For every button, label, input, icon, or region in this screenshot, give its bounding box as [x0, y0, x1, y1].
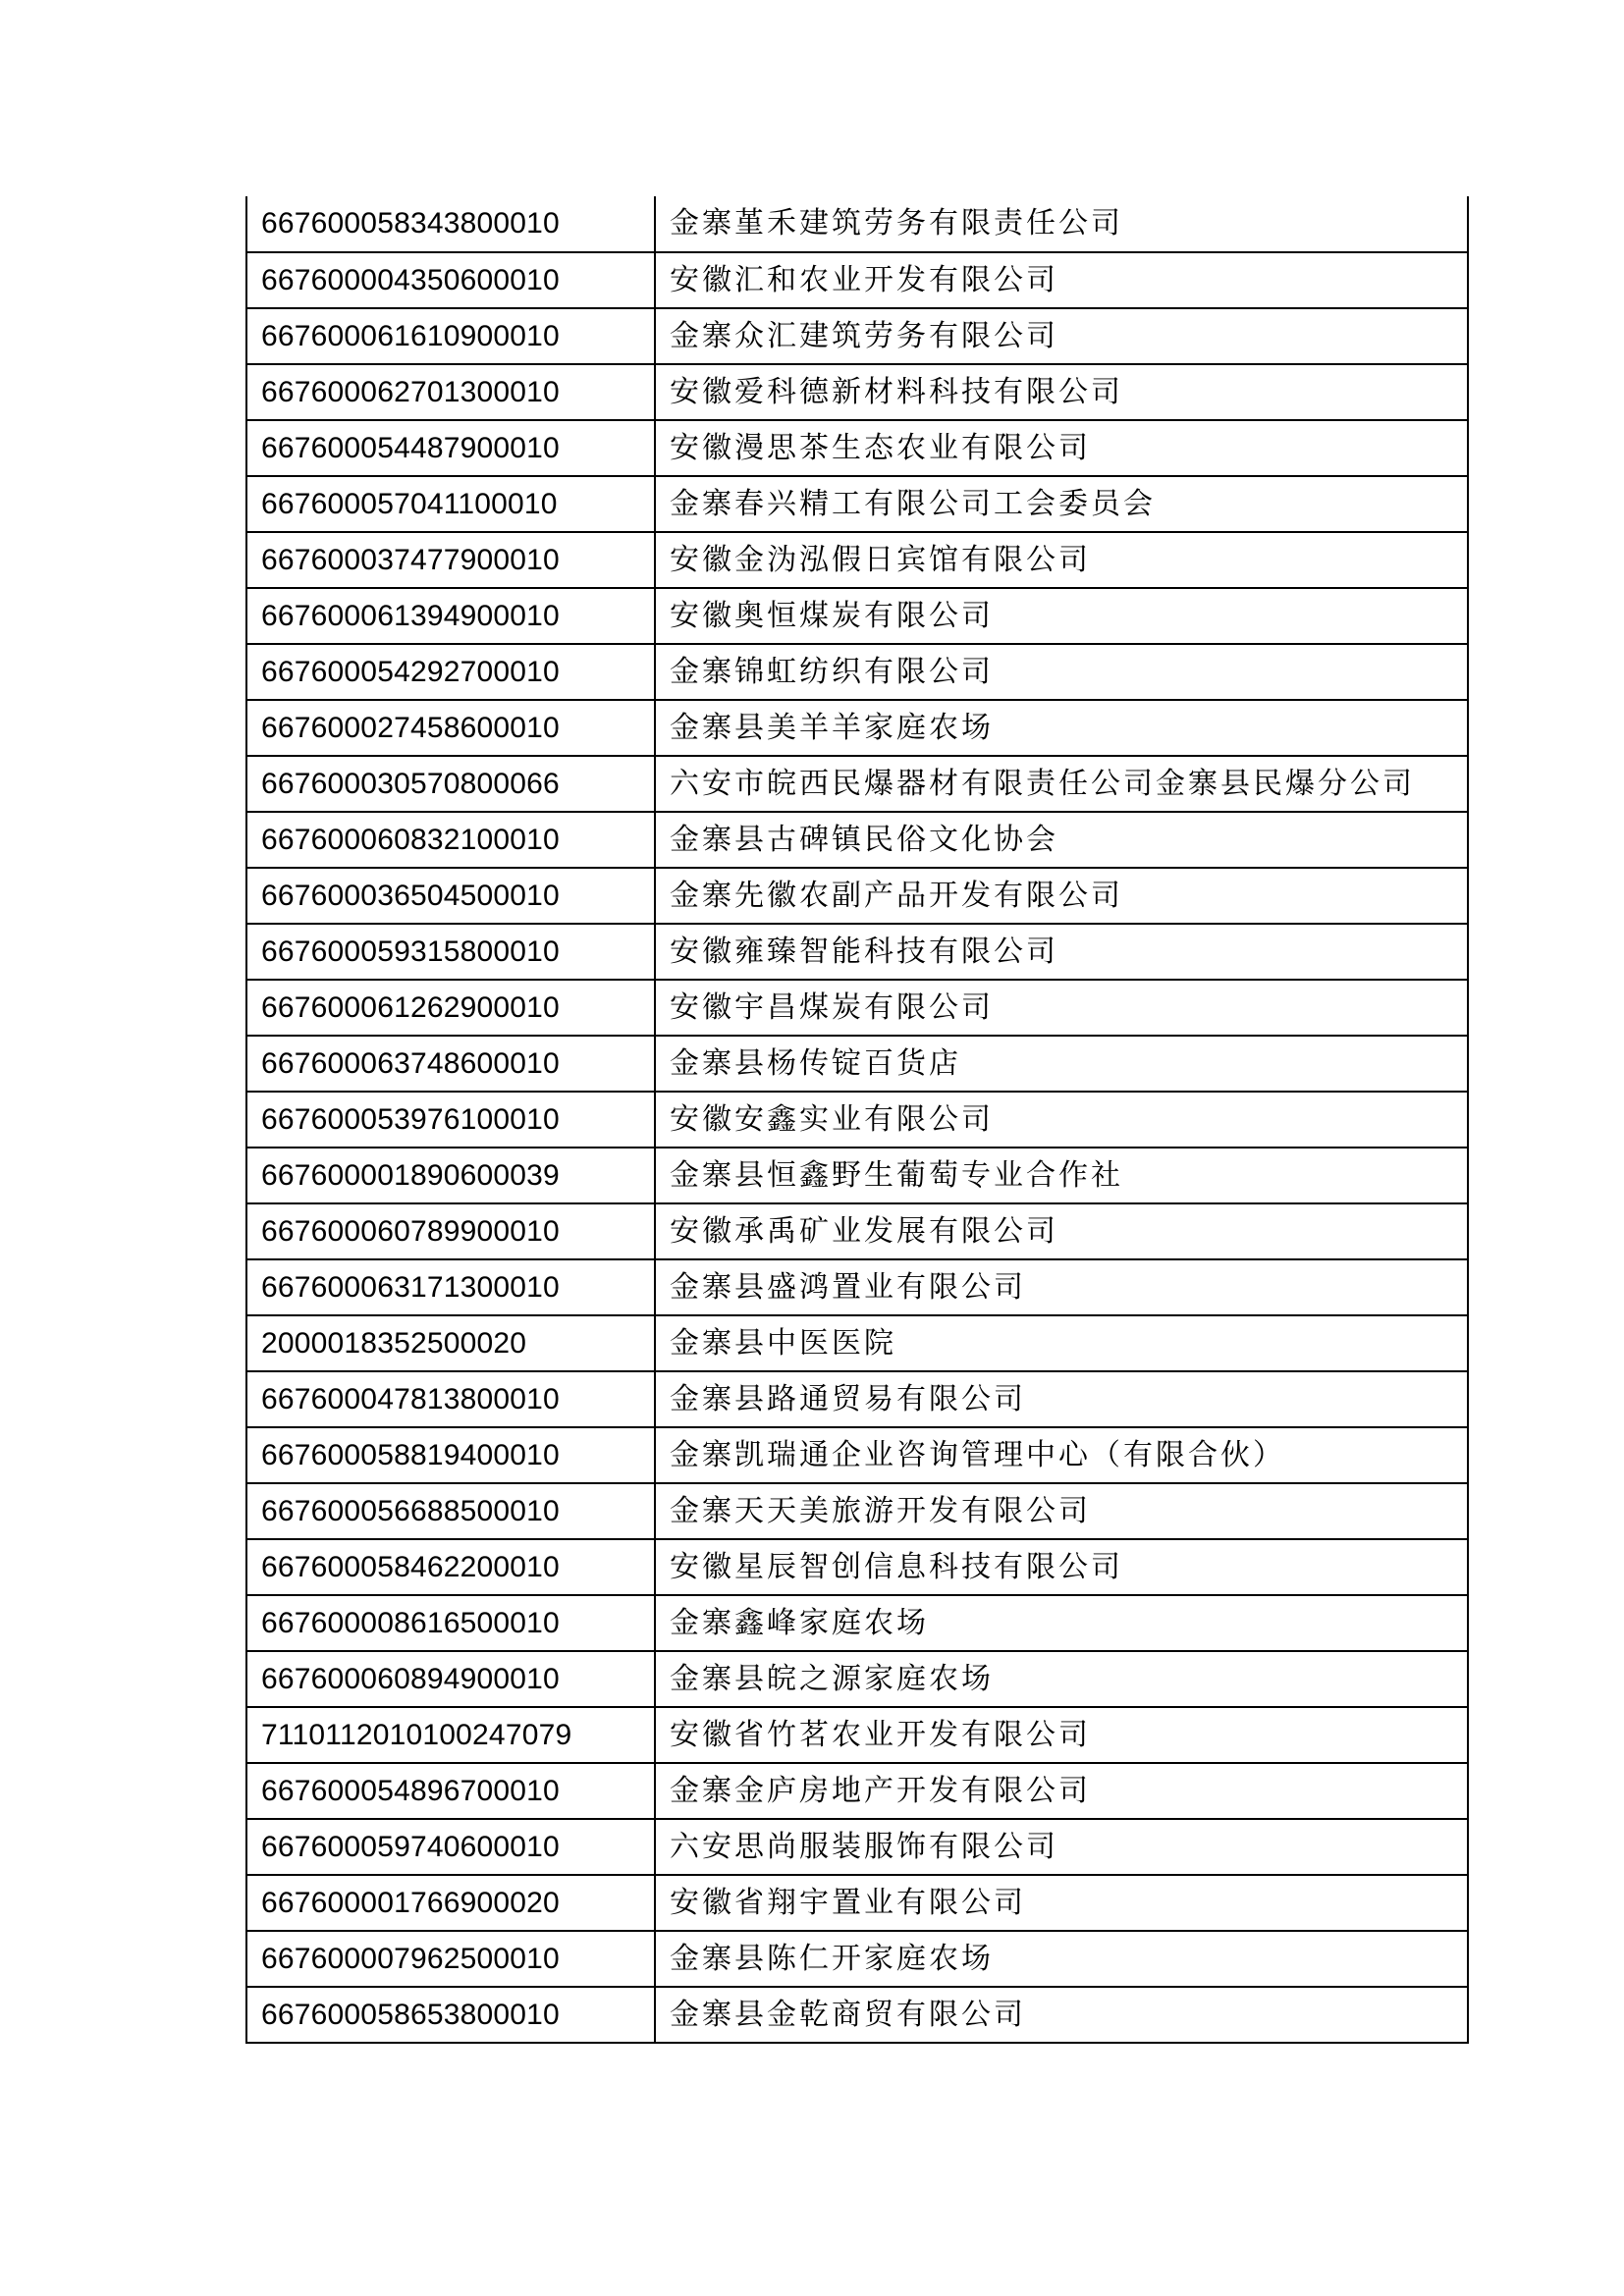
organization-name-cell: 安徽漫思茶生态农业有限公司 [655, 420, 1468, 476]
organization-name-cell: 安徽雍臻智能科技有限公司 [655, 924, 1468, 980]
account-code-cell: 667600058819400010 [246, 1427, 655, 1483]
table-row [246, 1539, 1468, 1595]
organization-name-cell: 金寨锦虹纺织有限公司 [655, 644, 1468, 700]
organization-name-cell: 六安市皖西民爆器材有限责任公司金寨县民爆分公司 [655, 756, 1468, 812]
account-code-cell: 667600054292700010 [246, 644, 655, 700]
account-code-cell: 667600001766900020 [246, 1875, 655, 1931]
organization-name-cell: 金寨天天美旅游开发有限公司 [655, 1483, 1468, 1539]
account-code-cell: 667600027458600010 [246, 700, 655, 756]
organization-name-cell: 安徽省翔宇置业有限公司 [655, 1875, 1468, 1931]
registry-table-body [246, 196, 1468, 2043]
table-row [246, 1483, 1468, 1539]
account-code-cell: 667600054487900010 [246, 420, 655, 476]
account-code-cell: 667600057041100010 [246, 476, 655, 532]
account-code-cell: 2000018352500020 [246, 1315, 655, 1371]
table-row [246, 1931, 1468, 1987]
account-code-cell: 667600056688500010 [246, 1483, 655, 1539]
account-code-cell: 667600030570800066 [246, 756, 655, 812]
table-row [246, 476, 1468, 532]
organization-name-cell: 金寨县古碑镇民俗文化协会 [655, 812, 1468, 868]
table-row [246, 1371, 1468, 1427]
organization-name-cell: 金寨众汇建筑劳务有限公司 [655, 308, 1468, 364]
organization-name-cell: 安徽金沩泓假日宾馆有限公司 [655, 532, 1468, 588]
account-code-cell: 667600060894900010 [246, 1651, 655, 1707]
organization-name-cell: 安徽爱科德新材料科技有限公司 [655, 364, 1468, 420]
organization-name-cell: 金寨县杨传锭百货店 [655, 1036, 1468, 1092]
account-code-cell: 667600037477900010 [246, 532, 655, 588]
organization-name-cell: 金寨县中医医院 [655, 1315, 1468, 1371]
registry-table [245, 196, 1469, 2044]
table-row [246, 700, 1468, 756]
organization-name-cell: 金寨鑫峰家庭农场 [655, 1595, 1468, 1651]
table-row [246, 1595, 1468, 1651]
table-row [246, 1092, 1468, 1148]
account-code-cell: 667600047813800010 [246, 1371, 655, 1427]
table-row [246, 252, 1468, 308]
table-row [246, 532, 1468, 588]
table-row [246, 1427, 1468, 1483]
organization-name-cell: 安徽承禹矿业发展有限公司 [655, 1203, 1468, 1259]
organization-name-cell: 安徽星辰智创信息科技有限公司 [655, 1539, 1468, 1595]
organization-name-cell: 安徽汇和农业开发有限公司 [655, 252, 1468, 308]
table-row [246, 196, 1468, 252]
organization-name-cell: 金寨金庐房地产开发有限公司 [655, 1763, 1468, 1819]
organization-name-cell: 金寨县恒鑫野生葡萄专业合作社 [655, 1148, 1468, 1203]
table-row [246, 588, 1468, 644]
table-row [246, 1987, 1468, 2043]
organization-name-cell: 金寨县金乾商贸有限公司 [655, 1987, 1468, 2043]
table-row [246, 1259, 1468, 1315]
table-row [246, 812, 1468, 868]
organization-name-cell: 金寨先徽农副产品开发有限公司 [655, 868, 1468, 924]
account-code-cell: 667600036504500010 [246, 868, 655, 924]
account-code-cell: 667600058343800010 [246, 196, 655, 252]
table-row [246, 1819, 1468, 1875]
table-row [246, 756, 1468, 812]
table-row [246, 364, 1468, 420]
table-row [246, 1148, 1468, 1203]
account-code-cell: 667600058462200010 [246, 1539, 655, 1595]
table-row [246, 1203, 1468, 1259]
table-row [246, 868, 1468, 924]
organization-name-cell: 安徽奥恒煤炭有限公司 [655, 588, 1468, 644]
account-code-cell: 7110112010100247079 [246, 1707, 655, 1763]
organization-name-cell: 金寨县盛鸿置业有限公司 [655, 1259, 1468, 1315]
organization-name-cell: 安徽安鑫实业有限公司 [655, 1092, 1468, 1148]
account-code-cell: 667600062701300010 [246, 364, 655, 420]
account-code-cell: 667600004350600010 [246, 252, 655, 308]
organization-name-cell: 金寨凯瑞通企业咨询管理中心（有限合伙） [655, 1427, 1468, 1483]
organization-name-cell: 金寨春兴精工有限公司工会委员会 [655, 476, 1468, 532]
account-code-cell: 667600061394900010 [246, 588, 655, 644]
table-row [246, 924, 1468, 980]
organization-name-cell: 金寨县美羊羊家庭农场 [655, 700, 1468, 756]
table-row [246, 1036, 1468, 1092]
organization-name-cell: 安徽省竹茗农业开发有限公司 [655, 1707, 1468, 1763]
organization-name-cell: 金寨县陈仁开家庭农场 [655, 1931, 1468, 1987]
organization-name-cell: 金寨县路通贸易有限公司 [655, 1371, 1468, 1427]
table-row [246, 980, 1468, 1036]
account-code-cell: 667600058653800010 [246, 1987, 655, 2043]
account-code-cell: 667600063748600010 [246, 1036, 655, 1092]
table-row [246, 1315, 1468, 1371]
account-code-cell: 667600053976100010 [246, 1092, 655, 1148]
organization-name-cell: 六安思尚服装服饰有限公司 [655, 1819, 1468, 1875]
table-row [246, 1875, 1468, 1931]
account-code-cell: 667600060832100010 [246, 812, 655, 868]
account-code-cell: 667600061610900010 [246, 308, 655, 364]
table-row [246, 308, 1468, 364]
organization-name-cell: 金寨县皖之源家庭农场 [655, 1651, 1468, 1707]
account-code-cell: 667600061262900010 [246, 980, 655, 1036]
table-row [246, 420, 1468, 476]
table-row [246, 1763, 1468, 1819]
account-code-cell: 667600059740600010 [246, 1819, 655, 1875]
account-code-cell: 667600007962500010 [246, 1931, 655, 1987]
table-row [246, 644, 1468, 700]
account-code-cell: 667600054896700010 [246, 1763, 655, 1819]
account-code-cell: 667600008616500010 [246, 1595, 655, 1651]
table-row [246, 1651, 1468, 1707]
organization-name-cell: 安徽宇昌煤炭有限公司 [655, 980, 1468, 1036]
account-code-cell: 667600063171300010 [246, 1259, 655, 1315]
organization-name-cell: 金寨堇禾建筑劳务有限责任公司 [655, 196, 1468, 252]
account-code-cell: 667600001890600039 [246, 1148, 655, 1203]
account-code-cell: 667600059315800010 [246, 924, 655, 980]
account-code-cell: 667600060789900010 [246, 1203, 655, 1259]
table-row [246, 1707, 1468, 1763]
